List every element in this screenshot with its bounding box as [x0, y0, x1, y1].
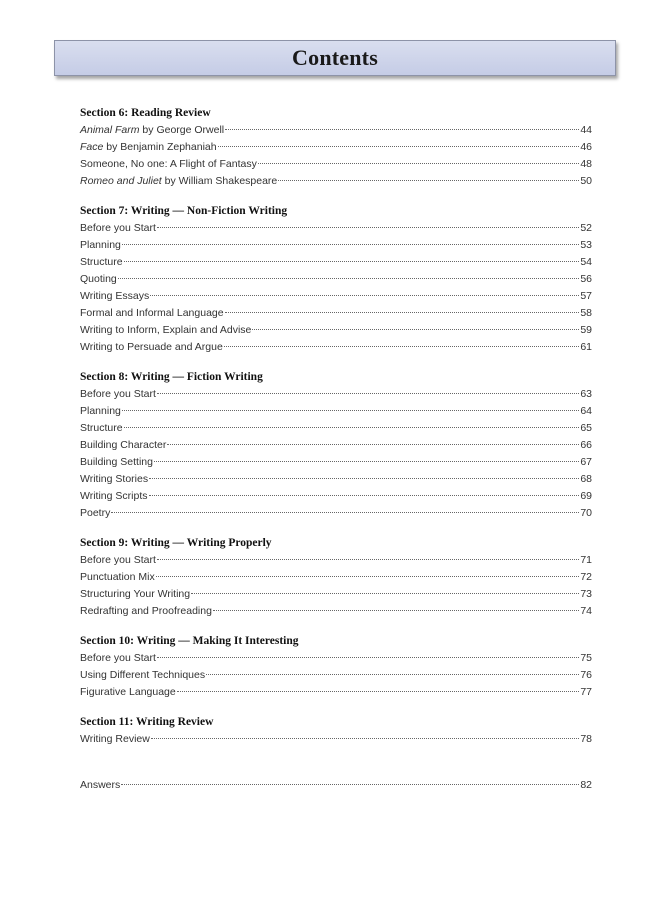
toc-entry-page: 61 [580, 341, 592, 353]
toc-entry-title: Writing Scripts [80, 490, 148, 502]
toc-entry-label [80, 305, 224, 322]
toc-entry-label [80, 322, 251, 339]
leader-dots [154, 461, 579, 462]
leader-dots [157, 657, 579, 658]
leader-dots [225, 312, 580, 313]
toc-entry-title: Structure [80, 422, 123, 434]
toc-entry-label [80, 454, 153, 471]
toc-entry[interactable] [80, 322, 592, 339]
toc-entry[interactable] [80, 139, 592, 156]
toc-entry-page: 69 [580, 490, 592, 502]
toc-entry-label [80, 139, 217, 156]
section-title: Section 6: Reading Review [80, 107, 211, 119]
toc-entry-label [80, 420, 123, 437]
toc-entry-title: Figurative Language [80, 686, 176, 698]
toc-entry-title: Planning [80, 239, 121, 251]
toc-entry[interactable] [80, 471, 592, 488]
toc-entry-label [80, 731, 150, 748]
toc-entry-page: 67 [580, 456, 592, 468]
table-of-contents [80, 104, 592, 760]
toc-section [80, 202, 592, 356]
leader-dots [157, 227, 579, 228]
toc-entry[interactable] [80, 403, 592, 420]
toc-section [80, 713, 592, 748]
toc-entry-title: Someone, No one: A Flight of Fantasy [80, 158, 257, 170]
toc-entry-title: Punctuation Mix [80, 571, 155, 583]
toc-entry[interactable] [80, 505, 592, 522]
leader-dots [151, 738, 579, 739]
toc-entry[interactable] [80, 552, 592, 569]
toc-entry-title: Redrafting and Proofreading [80, 605, 212, 617]
toc-entry[interactable] [80, 254, 592, 271]
toc-entry-title: Before you Start [80, 222, 156, 234]
answers-entry-container [80, 777, 592, 794]
toc-entry[interactable] [80, 288, 592, 305]
leader-dots [224, 346, 580, 347]
toc-entry-title: Quoting [80, 273, 117, 285]
toc-entry-page: 68 [580, 473, 592, 485]
toc-entry-label [80, 173, 277, 190]
toc-entry[interactable] [80, 156, 592, 173]
toc-entry-answers[interactable] [80, 777, 592, 794]
toc-entry-page: 73 [580, 588, 592, 600]
leader-dots [156, 576, 580, 577]
toc-entry[interactable] [80, 339, 592, 356]
toc-entry[interactable] [80, 420, 592, 437]
toc-entry-page: 63 [580, 388, 592, 400]
toc-entry-page: 53 [580, 239, 592, 251]
leader-dots [206, 674, 579, 675]
toc-entry-title: Writing Review [80, 733, 150, 745]
toc-entry-label [80, 386, 156, 403]
leader-dots [150, 295, 579, 296]
toc-entry-page: 76 [580, 669, 592, 681]
leader-dots [157, 559, 579, 560]
toc-entry-page: 50 [580, 175, 592, 187]
toc-entry-title: Building Setting [80, 456, 153, 468]
toc-entry[interactable] [80, 454, 592, 471]
toc-entry[interactable] [80, 488, 592, 505]
toc-entry-page: 52 [580, 222, 592, 234]
toc-entry-label [80, 569, 155, 586]
leader-dots [124, 261, 580, 262]
toc-entry[interactable] [80, 271, 592, 288]
leader-dots [225, 129, 579, 130]
section-title: Section 7: Writing — Non-Fiction Writing [80, 205, 288, 217]
toc-entry[interactable] [80, 667, 592, 684]
toc-entry[interactable] [80, 173, 592, 190]
toc-entry-title: Structure [80, 256, 123, 268]
toc-section [80, 534, 592, 620]
toc-entry-page: 54 [580, 256, 592, 268]
leader-dots [191, 593, 579, 594]
leader-dots [149, 478, 579, 479]
toc-entry[interactable] [80, 237, 592, 254]
leader-dots [213, 610, 579, 611]
toc-entry-label [80, 603, 212, 620]
toc-entry-page: 46 [580, 141, 592, 153]
leader-dots [149, 495, 580, 496]
toc-entry-title: Poetry [80, 507, 111, 519]
toc-entry-label [80, 288, 149, 305]
toc-entry-page: 71 [580, 554, 592, 566]
toc-entry-title: Planning [80, 405, 121, 417]
toc-entry-page: 48 [580, 158, 592, 170]
toc-entry-title-italic: Face [80, 141, 104, 153]
toc-entry-label [80, 237, 121, 254]
toc-entry-page: 58 [580, 307, 592, 319]
toc-entry-label [80, 488, 148, 505]
toc-entry[interactable] [80, 437, 592, 454]
toc-entry[interactable] [80, 731, 592, 748]
toc-entry-title: by William Shakespeare [161, 175, 278, 187]
toc-entry-label [80, 471, 148, 488]
section-title: Section 8: Writing — Fiction Writing [80, 371, 263, 383]
leader-dots [111, 512, 579, 513]
toc-entry-label [80, 667, 205, 684]
toc-entry-page: 82 [580, 779, 592, 791]
section-title: Section 9: Writing — Writing Properly [80, 537, 272, 549]
toc-entry-label [80, 339, 223, 356]
toc-entry-label [80, 254, 123, 271]
toc-entry-label [80, 220, 156, 237]
toc-entry-title: Formal and Informal Language [80, 307, 224, 319]
toc-entry-label [80, 403, 121, 420]
toc-entry-label [80, 156, 257, 173]
toc-entry[interactable] [80, 650, 592, 667]
toc-entry-title: Before you Start [80, 388, 156, 400]
toc-entry-label [80, 505, 110, 522]
page-title: Contents [292, 45, 378, 70]
toc-entry-title: Before you Start [80, 652, 156, 664]
toc-entry-title: Writing to Persuade and Argue [80, 341, 223, 353]
leader-dots [258, 163, 579, 164]
toc-entry-title: Writing Stories [80, 473, 149, 485]
toc-entry-title: by George Orwell [139, 124, 225, 136]
section-title: Section 11: Writing Review [80, 716, 214, 728]
toc-entry-page: 59 [580, 324, 592, 336]
toc-entry-title: by Benjamin Zephaniah [103, 141, 217, 153]
toc-entry-page: 75 [580, 652, 592, 664]
toc-entry-page: 72 [580, 571, 592, 583]
toc-entry-label [80, 684, 176, 701]
toc-entry-page: 56 [580, 273, 592, 285]
toc-entry-title: Building Character [80, 439, 167, 451]
toc-entry-title: Writing to Inform, Explain and Advise [80, 324, 252, 336]
toc-entry[interactable] [80, 684, 592, 701]
toc-entry[interactable] [80, 305, 592, 322]
toc-entry-page: 70 [580, 507, 592, 519]
toc-entry-page: 65 [580, 422, 592, 434]
toc-entry-label [80, 437, 166, 454]
toc-entry-title: Before you Start [80, 554, 156, 566]
toc-entry-title-italic: Romeo and Juliet [80, 175, 162, 187]
section-title: Section 10: Writing — Making It Interesting [80, 635, 299, 647]
toc-entry[interactable] [80, 220, 592, 237]
toc-entry-label [80, 650, 156, 667]
toc-section [80, 632, 592, 701]
leader-dots [124, 427, 580, 428]
toc-entry[interactable] [80, 569, 592, 586]
toc-entry[interactable] [80, 603, 592, 620]
leader-dots [157, 393, 579, 394]
leader-dots [122, 410, 579, 411]
toc-entry[interactable] [80, 122, 592, 139]
leader-dots [252, 329, 579, 330]
contents-header [54, 40, 616, 76]
toc-section [80, 368, 592, 522]
toc-section [80, 104, 592, 190]
toc-entry-page: 77 [580, 686, 592, 698]
toc-entry-page: 74 [580, 605, 592, 617]
leader-dots [177, 691, 580, 692]
toc-entry-label [80, 271, 117, 288]
leader-dots [121, 784, 579, 785]
leader-dots [118, 278, 580, 279]
toc-entry-page: 44 [580, 124, 592, 136]
toc-entry[interactable] [80, 586, 592, 603]
toc-entry-label [80, 122, 224, 139]
toc-entry-page: 64 [580, 405, 592, 417]
toc-entry-title-italic: Animal Farm [80, 124, 140, 136]
toc-entry-label [80, 552, 156, 569]
toc-entry-title: Structuring Your Writing [80, 588, 191, 600]
toc-entry-label [80, 586, 190, 603]
toc-entry-title: Using Different Techniques [80, 669, 206, 681]
toc-entry-title: Writing Essays [80, 290, 150, 302]
leader-dots [218, 146, 580, 147]
leader-dots [122, 244, 579, 245]
toc-entry-page: 78 [580, 733, 592, 745]
toc-entry[interactable] [80, 386, 592, 403]
leader-dots [167, 444, 579, 445]
toc-entry-label: Answers [80, 779, 121, 791]
toc-entry-page: 66 [580, 439, 592, 451]
toc-entry-page: 57 [580, 290, 592, 302]
leader-dots [278, 180, 579, 181]
